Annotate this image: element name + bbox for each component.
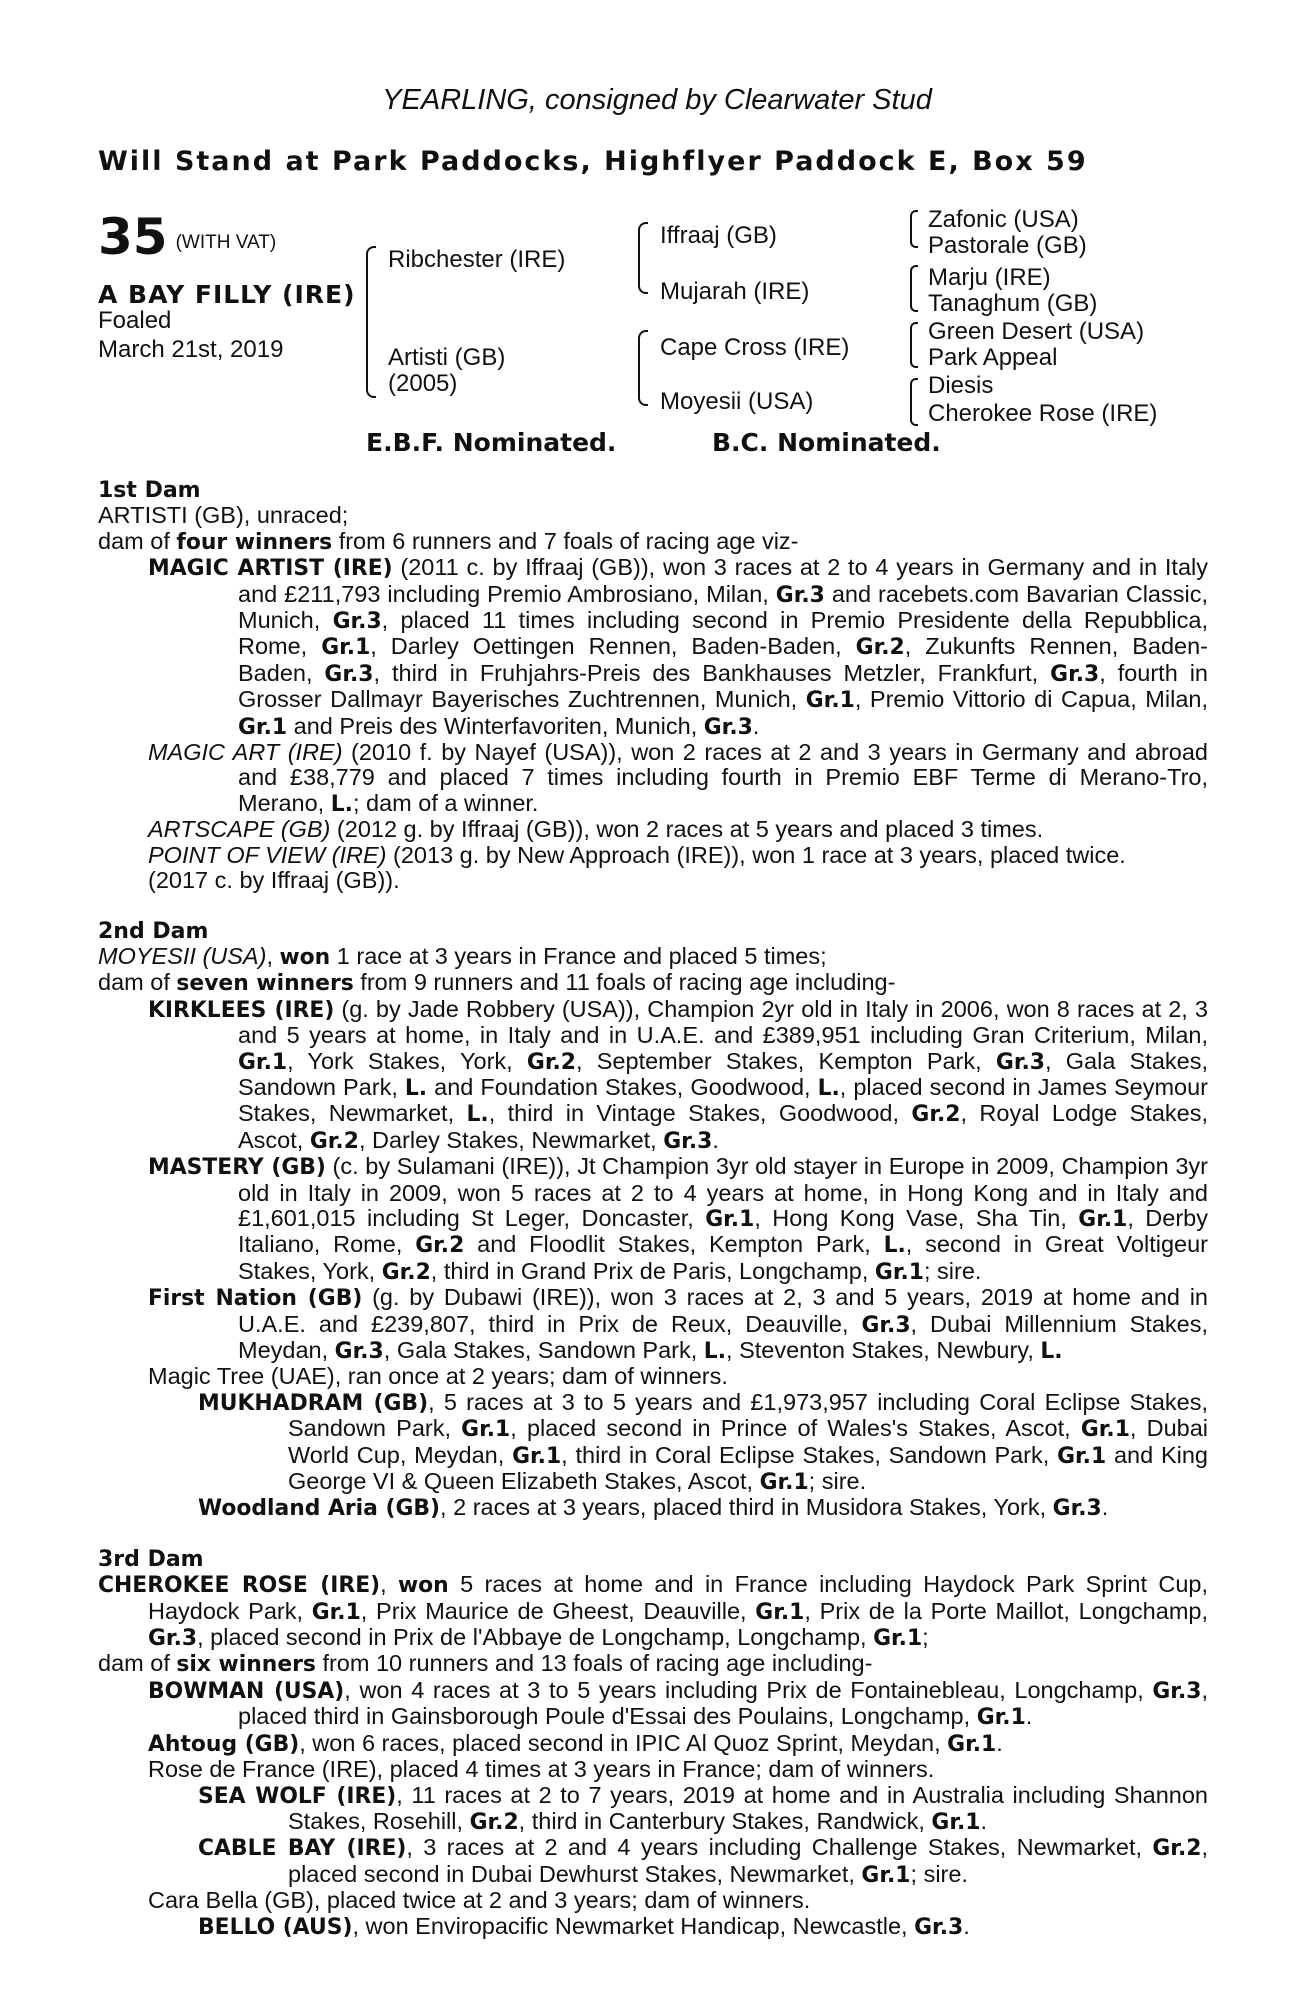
- progeny-first-nation: First Nation (GB) (g. by Dubawi (IRE)), won 3 races at 2, 3 and 5 years, 2019 at home and in U.A.E. and £239,807, third in Prix de Reux, Deauville, Gr.3, Dubai Millennium Stakes, Meydan, Gr.3, Gala Stakes, Sandown Park, L., Steventon Stakes, Newbury, L.: [148, 1284, 1209, 1364]
- lot-title: A BAY FILLY (IRE): [98, 280, 356, 309]
- progeny-2017-colt: (2017 c. by Iffraaj (GB)).: [148, 867, 400, 894]
- progeny-magic-artist: MAGIC ARTIST (IRE) (2011 c. by Iffraaj (GB)), won 3 races at 2 to 4 years in Germany and in Italy and £211,793 including Premio Ambrosiano, Milan, Gr.3 and racebets.com Bavarian Classic, Munich, Gr.3, placed 11 times including second in Premio Presidente della Repubblica, Rome, Gr.1, Darley Oettingen Rennen, Baden-Baden, Gr.2, Zukunfts Rennen, Baden-Baden, Gr.3, third in Fruhjahrs-Preis des Bankhauses Metzler, Frankfurt, Gr.3, fourth in Grosser Dallmayr Bayerisches Zuchtrennen, Munich, Gr.1, Premio Vittorio di Capua, Milan, Gr.1 and Preis des Winterfavoriten, Munich, Gr.3.: [148, 554, 1208, 740]
- progeny-artscape: ARTSCAPE (GB) (2012 g. by Iffraaj (GB)), won 2 races at 5 years and placed 3 times.: [148, 816, 1044, 843]
- pedigree-dam-year: (2005): [388, 370, 458, 397]
- lot-number-block: [98, 208, 276, 266]
- pedigree-ssd: Pastorale (GB): [928, 232, 1087, 259]
- dam3-line-1: CHEROKEE ROSE (IRE), won 5 races at home and in France including Haydock Park Sprint Cup, Haydock Park, Gr.1, Prix Maurice de Gheest, Deauville, Gr.1, Prix de la Porte Maillot, Longchamp, Gr.3, placed second in Prix de l'Abbaye de Longchamp, Longchamp, Gr.1;: [98, 1571, 1208, 1652]
- pedigree-dsd: Park Appeal: [928, 344, 1058, 371]
- third-dam-heading: 3rd Dam: [98, 1546, 204, 1572]
- pedigree-brace-1: [366, 246, 376, 398]
- vat-label: (WITH VAT): [175, 232, 277, 253]
- pedigree-brace-4: [910, 210, 918, 248]
- progeny-magic-tree: Magic Tree (UAE), ran once at 2 years; dam of winners.: [148, 1363, 728, 1390]
- dam3-line-2: dam of six winners from 10 runners and 13 foals of racing age including-: [98, 1650, 873, 1678]
- progeny-magic-art: MAGIC ART (IRE) (2010 f. by Nayef (USA)), won 2 races at 2 and 3 years in Germany and abroad and £38,779 and placed 7 times including fourth in Premio EBF Terme di Merano-Tro, Merano, L.; dam of a winner.: [148, 739, 1208, 817]
- pedigree-dam-dam: Moyesii (USA): [660, 388, 814, 415]
- dam1-line-1: ARTISTI (GB), unraced;: [98, 502, 349, 529]
- progeny-mastery: MASTERY (GB) (c. by Sulamani (IRE)), Jt Champion 3yr old stayer in Europe in 2009, Champion 3yr old in Italy in 2009, won 5 races at 2 to 4 years at home, in Hong Kong and in Italy and £1,601,015 including St Leger, Doncaster, Gr.1, Hong Kong Vase, Sha Tin, Gr.1, Derby Italiano, Rome, Gr.2 and Floodlit Stakes, Kempton Park, L., second in Great Voltigeur Stakes, York, Gr.2, third in Grand Prix de Paris, Longchamp, Gr.1; sire.: [148, 1153, 1208, 1285]
- pedigree-sds: Marju (IRE): [928, 264, 1051, 291]
- dam2-line-2: dam of seven winners from 9 runners and 11 foals of racing age including-: [98, 969, 896, 997]
- bc-nominated: B.C. Nominated.: [712, 428, 941, 457]
- pedigree-dds: Diesis: [928, 372, 994, 399]
- pedigree-brace-5: [910, 265, 918, 312]
- pedigree-sire: Ribchester (IRE): [388, 246, 566, 273]
- stand-location: Will Stand at Park Paddocks, Highflyer Paddock E, Box 59: [98, 146, 1088, 177]
- lot-number: 35: [98, 208, 168, 266]
- catalogue-body: [98, 478, 1208, 1940]
- progeny-cable-bay: CABLE BAY (IRE), 3 races at 2 and 4 years including Challenge Stakes, Newmarket, Gr.2, placed second in Dubai Dewhurst Stakes, Newmarket, Gr.1; sire.: [198, 1834, 1208, 1888]
- progeny-bello: BELLO (AUS), won Enviropacific Newmarket Handicap, Newcastle, Gr.3.: [198, 1912, 970, 1940]
- progeny-point-of-view: POINT OF VIEW (IRE) (2013 g. by New Approach (IRE)), won 1 race at 3 years, placed twice.: [148, 841, 1126, 868]
- dam2-line-1: MOYESII (USA), won 1 race at 3 years in France and placed 5 times;: [98, 942, 827, 970]
- progeny-sea-wolf: SEA WOLF (IRE), 11 races at 2 to 7 years, 2019 at home and in Australia including Shannon Stakes, Rosehill, Gr.2, third in Canterbury Stakes, Randwick, Gr.1.: [198, 1781, 1209, 1835]
- foaled-date: March 21st, 2019: [98, 336, 284, 363]
- pedigree-ddd: Cherokee Rose (IRE): [928, 400, 1158, 427]
- progeny-rose-de-france: Rose de France (IRE), placed 4 times at 3 years in France; dam of winners.: [148, 1756, 935, 1783]
- foaled-block: [98, 306, 283, 364]
- pedigree-dam: Artisti (GB): [388, 344, 506, 371]
- pedigree-dss: Green Desert (USA): [928, 318, 1145, 345]
- pedigree-sire-dam: Mujarah (IRE): [660, 278, 810, 305]
- pedigree-dam-sire: Cape Cross (IRE): [660, 334, 850, 361]
- second-dam-heading: 2nd Dam: [98, 918, 209, 944]
- dam1-line-2: dam of four winners from 6 runners and 7 foals of racing age viz-: [98, 527, 799, 555]
- pedigree-brace-6: [910, 322, 918, 368]
- page-subtitle: YEARLING, consigned by Clearwater Stud: [382, 84, 932, 116]
- first-dam-heading: 1st Dam: [98, 478, 201, 503]
- progeny-ahtoug: Ahtoug (GB), won 6 races, placed second in IPIC Al Quoz Sprint, Meydan, Gr.1.: [148, 1729, 1003, 1757]
- progeny-mukhadram: MUKHADRAM (GB), 5 races at 3 to 5 years and £1,973,957 including Coral Eclipse Stakes, Sandown Park, Gr.1, placed second in Prince of Wales's Stakes, Ascot, Gr.1, Dubai World Cup, Meydan, Gr.1, third in Coral Eclipse Stakes, Sandown Park, Gr.1 and King George VI & Queen Elizabeth Stakes, Ascot, Gr.1; sire.: [198, 1388, 1208, 1496]
- progeny-woodland-aria: Woodland Aria (GB), 2 races at 3 years, placed third in Musidora Stakes, York, Gr.3.: [198, 1494, 1109, 1522]
- pedigree-brace-7: [910, 378, 918, 426]
- progeny-bowman: BOWMAN (USA), won 4 races at 3 to 5 years including Prix de Fontainebleau, Longchamp, Gr.3, placed third in Gainsborough Poule d'Essai des Poulains, Longchamp, Gr.1.: [148, 1676, 1208, 1731]
- pedigree-sss: Zafonic (USA): [928, 206, 1079, 233]
- progeny-cara-bella: Cara Bella (GB), placed twice at 2 and 3 years; dam of winners.: [148, 1887, 811, 1914]
- foaled-label: Foaled: [98, 307, 172, 334]
- pedigree-brace-2: [638, 222, 648, 294]
- ebf-nominated: E.B.F. Nominated.: [366, 428, 617, 457]
- pedigree-sdd: Tanaghum (GB): [928, 290, 1098, 317]
- pedigree-brace-3: [638, 330, 648, 406]
- progeny-kirklees: KIRKLEES (IRE) (g. by Jade Robbery (USA)), Champion 2yr old in Italy in 2006, won 8 races at 2, 3 and 5 years at home, in Italy and in U.A.E. and £389,951 including Gran Criterium, Milan, Gr.1, York Stakes, York, Gr.2, September Stakes, Kempton Park, Gr.3, Gala Stakes, Sandown Park, L. and Foundation Stakes, Goodwood, L., placed second in James Seymour Stakes, Newmarket, L., third in Vintage Stakes, Goodwood, Gr.2, Royal Lodge Stakes, Ascot, Gr.2, Darley Stakes, Newmarket, Gr.3.: [148, 995, 1208, 1154]
- pedigree-sire-sire: Iffraaj (GB): [660, 222, 777, 249]
